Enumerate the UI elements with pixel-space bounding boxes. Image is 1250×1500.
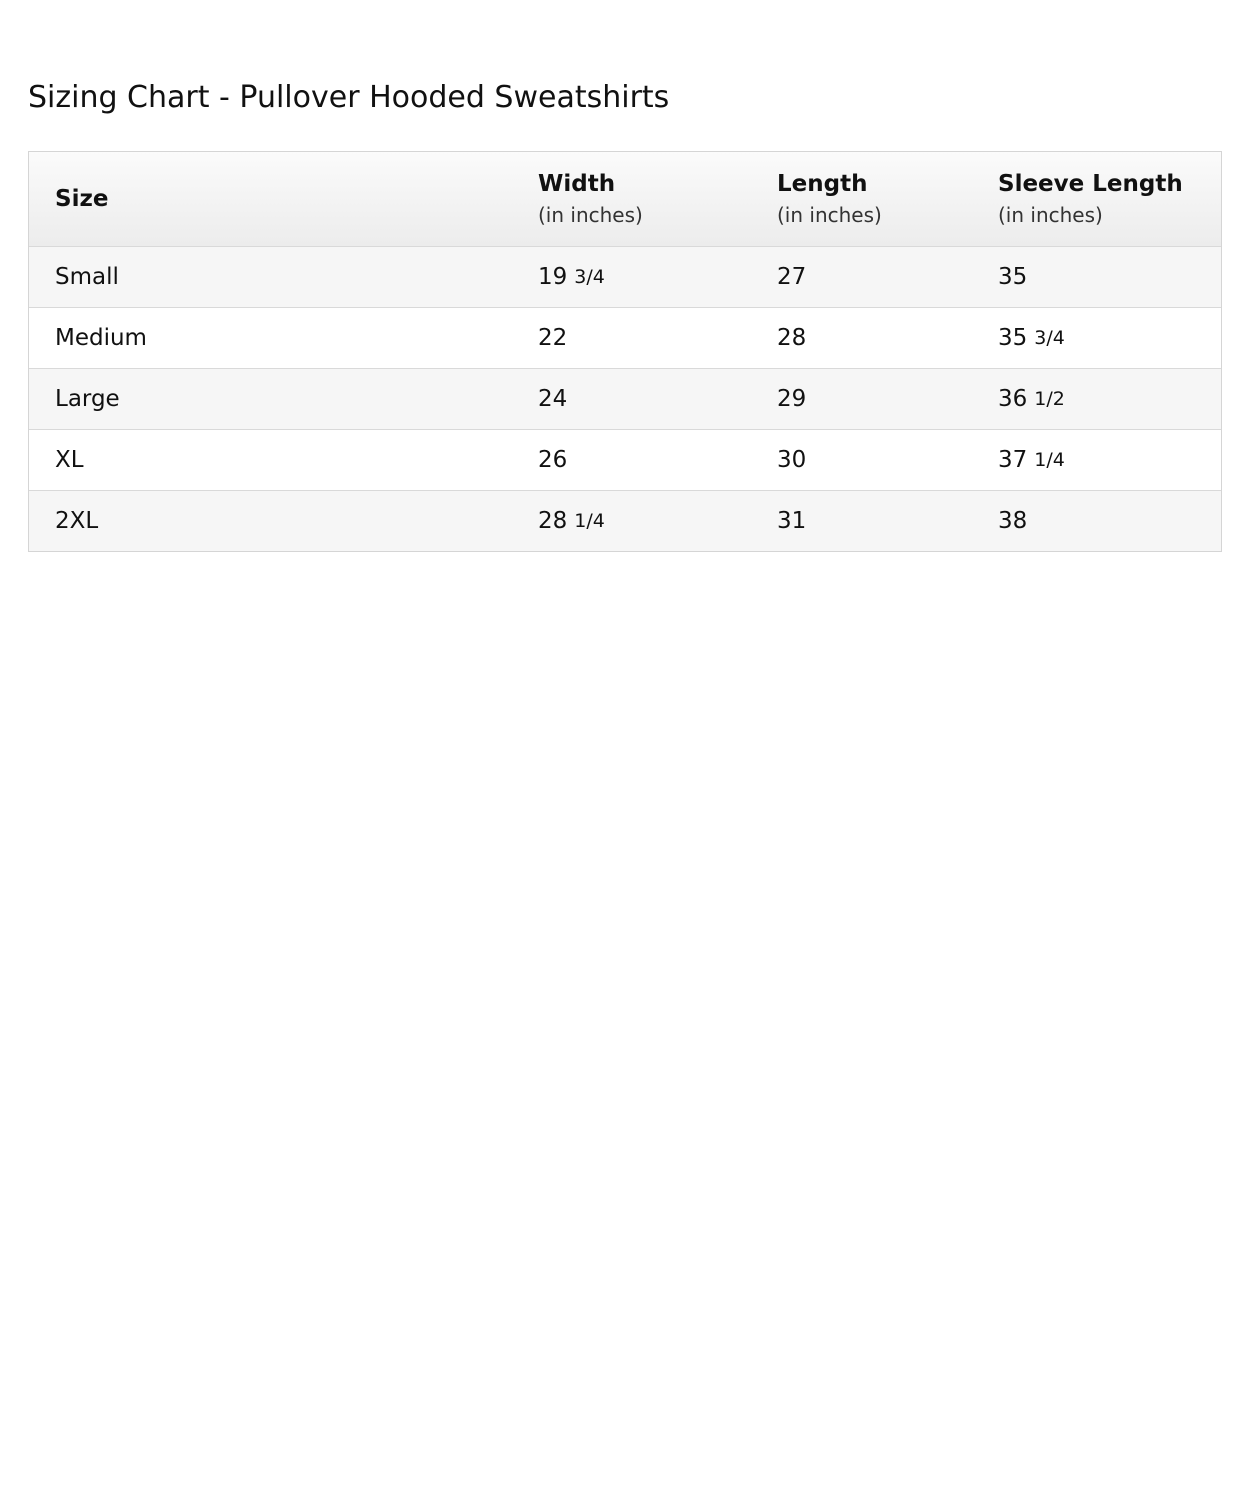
sleeve-length-fraction: 3/4	[1034, 327, 1065, 349]
length-cell: 31	[777, 508, 807, 534]
size-cell: Large	[55, 386, 120, 412]
header-sleeve-length-unit: (in inches)	[998, 203, 1103, 227]
table-row	[29, 368, 1221, 429]
sleeve-length-cell: 37	[998, 447, 1028, 473]
header-size-label: Size	[55, 186, 109, 212]
sleeve-length-cell: 36	[998, 386, 1028, 412]
length-cell: 28	[777, 325, 807, 351]
header-width-unit: (in inches)	[538, 203, 643, 227]
width-cell: 22	[538, 325, 568, 351]
table-row	[29, 246, 1221, 307]
width-fraction: 3/4	[574, 266, 605, 288]
header-length	[777, 152, 882, 246]
length-cell: 27	[777, 264, 807, 290]
size-cell: Small	[55, 264, 119, 290]
header-size	[55, 152, 108, 246]
size-cell: Medium	[55, 325, 147, 351]
width-cell: 19	[538, 264, 568, 290]
header-sleeve-length	[998, 152, 1183, 246]
sizing-table	[28, 151, 1222, 552]
header-width-label: Width	[538, 171, 616, 197]
header-sleeve-length-label: Sleeve Length	[998, 171, 1183, 197]
width-fraction: 1/4	[574, 510, 605, 532]
page-title: Sizing Chart - Pullover Hooded Sweatshirts	[28, 80, 670, 115]
sleeve-length-cell: 38	[998, 508, 1028, 534]
sleeve-length-cell: 35	[998, 325, 1028, 351]
table-row	[29, 490, 1221, 551]
table-row	[29, 307, 1221, 368]
sleeve-length-fraction: 1/4	[1034, 449, 1065, 471]
size-cell: XL	[55, 447, 84, 473]
header-length-unit: (in inches)	[777, 203, 882, 227]
sleeve-length-cell: 35	[998, 264, 1028, 290]
width-cell: 28	[538, 508, 568, 534]
header-length-label: Length	[777, 171, 868, 197]
sleeve-length-fraction: 1/2	[1034, 388, 1065, 410]
header-width	[538, 152, 643, 246]
width-cell: 24	[538, 386, 568, 412]
length-cell: 29	[777, 386, 807, 412]
size-cell: 2XL	[55, 508, 99, 534]
length-cell: 30	[777, 447, 807, 473]
table-header-row	[29, 152, 1221, 246]
width-cell: 26	[538, 447, 568, 473]
table-row	[29, 429, 1221, 490]
